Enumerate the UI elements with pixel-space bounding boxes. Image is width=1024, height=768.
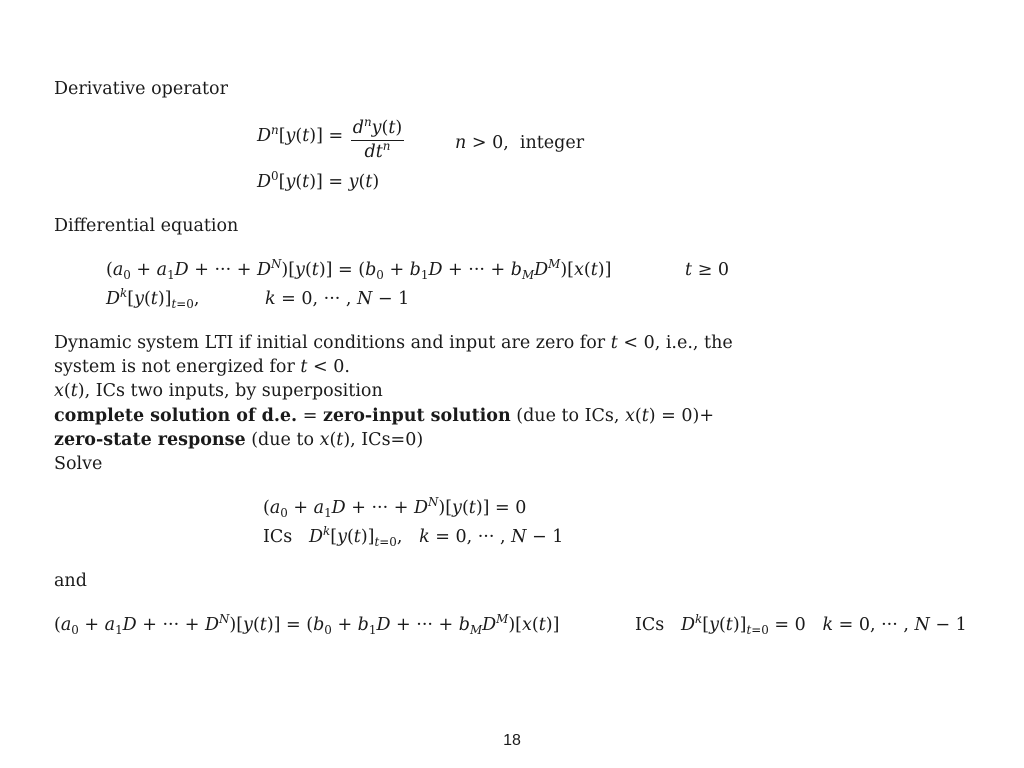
homogeneous-equation: ($a_0 + a_1D$ + ··· + $D^N)[y(t)] = 0$ [263,495,527,520]
page-number: 18 [503,732,521,749]
de-equation: ($a_0 + a_1D$ + ··· + $D^N)[y(t)] = (b_0 + b_1D$ + ··· + $b_MD^M)[x(t)]$ [106,257,612,282]
body-line-4: complete solution of d.e. = zero-input solution (due to ICs, x(t) = 0)+ [54,406,715,426]
and-label: and [54,571,87,591]
de-initial-conditions: $D^k[y(t)]_{t=0}$, [106,286,200,311]
de-ic-range: k = 0, ··· , N − 1 [265,289,410,309]
ics-label: ICs [635,615,665,635]
de-condition: t ≥ 0 [685,260,729,280]
derivative-zero-order: $D^0[y(t)] = y(t)$ [257,169,380,192]
ics-label: ICs [263,527,293,547]
zero-state-term: zero-state response [54,430,246,450]
body-line-6: Solve [54,454,103,474]
body-line-3: x(t), ICs two inputs, by superposition [54,381,383,401]
equals-sign: = [297,406,323,426]
derivative-definition: $D^n[y(t)]$ = $\frac{d^ny(t)}{dt^n}$ [257,115,403,162]
body-line-2: system is not energized for t < 0. [54,357,350,377]
homogeneous-ics: ICs $D^k[y(t)]_{t=0}$, k = 0, ··· , N − 1 [263,524,564,549]
forced-ics: ICs $D^k[y(t)]_{t=0} = 0$ k = 0, ··· , N − 1 [635,612,967,637]
body-line-5: zero-state response (due to x(t), ICs=0) [54,430,424,450]
derivative-condition: n > 0, integer [455,133,585,153]
body-line-1: Dynamic system LTI if initial conditions and input are zero for t < 0, i.e., the [54,333,733,353]
de-heading: Differential equation [54,216,239,236]
complete-solution-term: complete solution of d.e. [54,406,298,426]
forced-equation: ($a_0 + a_1D$ + ··· + $D^N)[y(t)] = (b_0 + b_1D$ + ··· + $b_MD^M)[x(t)]$ [54,612,560,637]
derivative-heading: Derivative operator [54,79,228,99]
zero-input-term: zero-input solution [322,406,511,426]
